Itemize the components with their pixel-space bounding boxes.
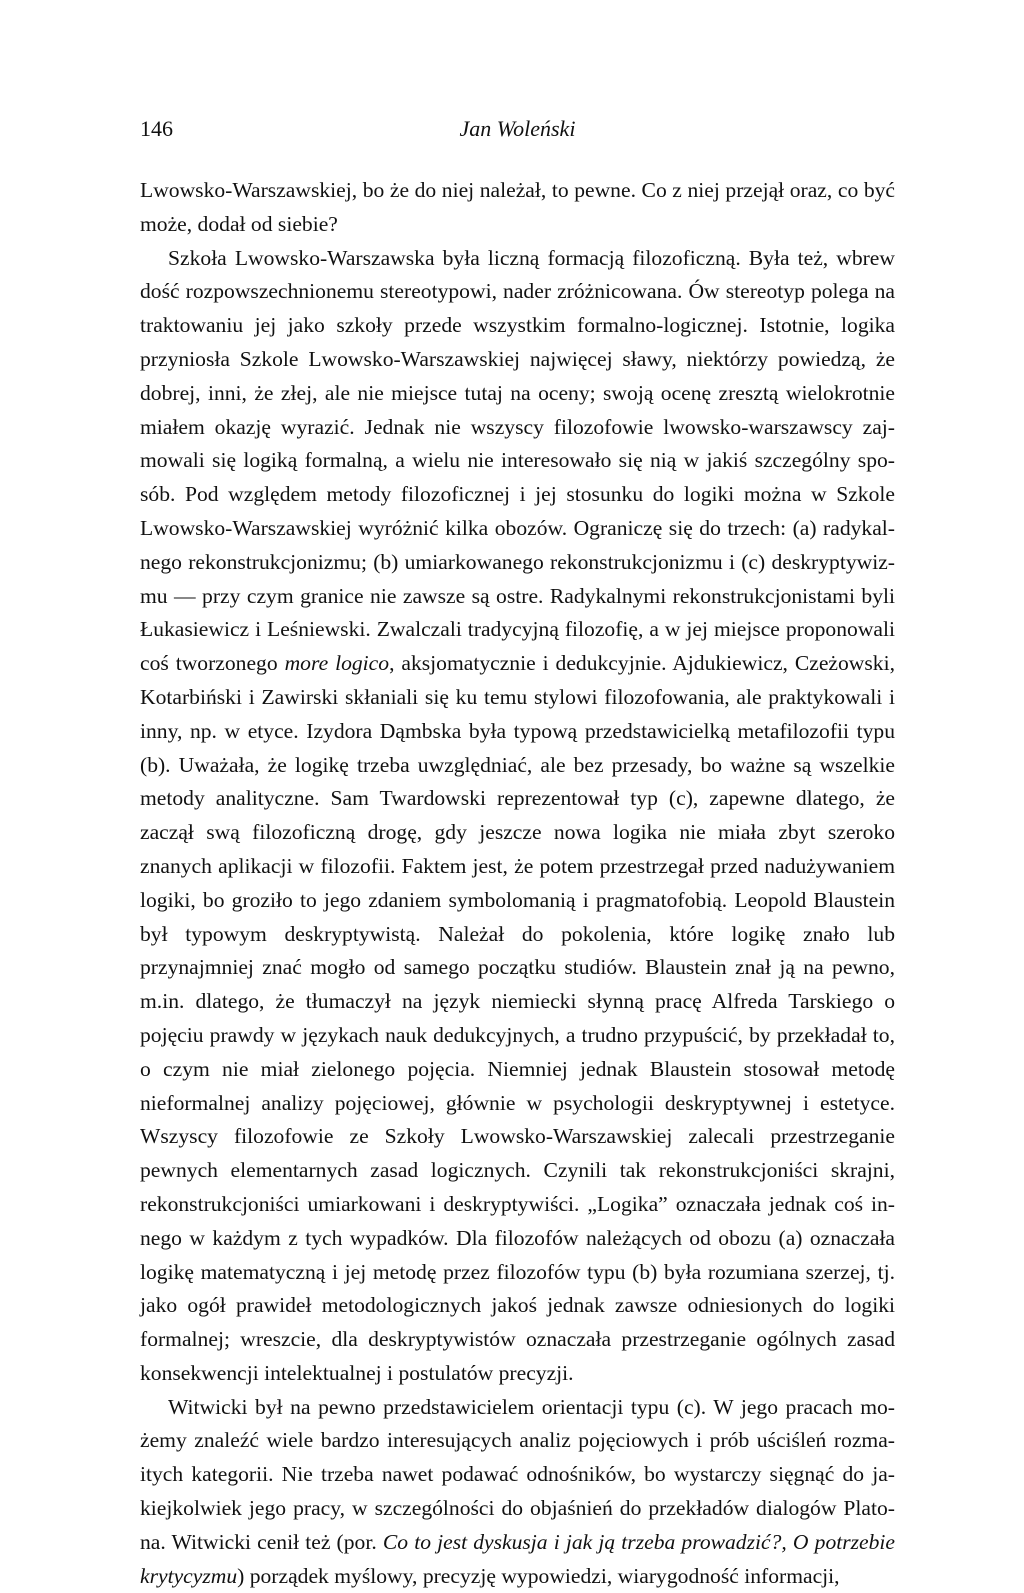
paragraph-text-continued: , aksjomatycznie i dedukcyjnie. Ajdukiewicz, Czeżowski, Kotarbiński i Zawirski skłaniali się ku temu stylowi filozofowania, ale praktykowali i inny, np. w etyce. Izydora Dąmbska była typową przedstawicielką metafilozofii typu (b). Uważała, że logikę trzeba uwzględniać, ale bez przesady, bo ważne są wszelkie metody analityczne. Sam Twardowski reprezentował typ (c), zapewne dlatego, że zaczął swą filozoficzną drogę, gdy jeszcze nowa logika nie miała zbyt szeroko znanych aplikacji w filozofii. Faktem jest, że potem przestrzegał przed nadużywaniem logiki, bo groziło to jego zdaniem symbolomanią i pragmatofobią. Leopold Blaustein był typowym deskryptywistą. Należał do pokolenia, które logikę znało lub przynajmniej znać mogło od samego początku studiów. Blaustein znał ją na pewno, m.in. dlatego, że tłumaczył na język niemiecki słynną pracę Alfreda Tarskiego o pojęciu prawdy w językach nauk dedukcyjnych, a trudno przypuścić, by przekładał to, o czym nie miał zielonego pojęcia. Niemniej jednak Blaustein stosował metodę nieformalnej analizy pojęciowej, głównie w psychologii deskryptywnej i estetyce. Wszyscy filozofowie ze Szkoły Lwowsko-Warszawskiej zalecali przestrzeganie pewnych elementarnych zasad logicznych. Czynili tak rekonstrukcjoniści skrajni, rekonstrukcjoniści umiarkowani i deskryptywiści. „Logika” oznaczała jednak coś innego w każdym z tych wypadków. Dla filozofów należących od obozu (a) oznaczała logikę matematyczną i jej metodę przez filozofów typu (b) była rozumiana szerzej, tj. jako ogół prawideł metodologicznych jakoś jednak zawsze odniesionych do logiki formalnej; wreszcie, dla deskryptywistów oznaczała przestrzeganie ogólnych zasad konsekwencji intelektualnej i postulatów precyzji. [140,651,896,1385]
paragraph-lwow-warsaw-school [140,242,895,1391]
paragraph-witwicki [140,1391,895,1593]
paragraph-text: Lwowsko-Warszawskiej, bo że do niej należał, to pewne. Co z niej przejął oraz, co być może, dodał od siebie? [140,178,895,236]
paragraph-continuation [140,174,895,242]
running-head [140,116,895,150]
italic-titles: Co to jest dyskusja i jak ją trzeba prowadzić?, O potrzebie krytycyzmu [140,1529,896,1588]
running-title-author: Jan Woleński [459,116,576,141]
paragraph-text: Witwicki był na pewno przedstawicielem orientacji typu (c). W jego pracach możemy znaleźć wiele bardzo interesujących analiz pojęciowych i prób uściśleń rozmaitych kategorii. Nie trzeba nawet podawać odnośników, bo wystarczy sięgnąć do jakiejkolwiek jego pracy, w szczególności do objaśnień do przekładów dialogów Platona. Witwicki cenił też (por. [140,1394,895,1554]
page-number: 146 [140,116,173,141]
paragraph-text-continued: ) porządek myślowy, precyzję wypowiedzi, wiarygodność informacji, [237,1563,840,1588]
body-text [140,174,895,1593]
paragraph-text: Szkoła Lwowsko-Warszawska była liczną formacją filozoficzną. Była też, wbrew dość rozpowszechnionemu stereotypowi, nader zróżnicowana. Ów stereotyp polega na traktowaniu jej jako szkoły przede wszystkim formalno-logicznej. Istotnie, logika przyniosła Szkole Lwowsko-Warszawskiej najwięcej sławy, niektórzy powiedzą, że dobrej, inni, że złej, ale nie miejsce tutaj na oceny; swoją ocenę zresztą wielokrotnie miałem okazję wyrazić. Jednak nie wszyscy filozofowie lwowsko-warszawscy zajmowali się logiką formalną, a wielu nie interesowało się nią w jakiś szczególny sposób. Pod względem metody filozoficznej i jej stosunku do logiki można w Szkole Lwowsko-Warszawskiej wyróżnić kilka obozów. Ograniczę się do trzech: (a) radykalnego rekonstrukcjonizmu; (b) umiarkowanego rekonstrukcjonizmu i (c) deskryptywizmu — przy czym granice nie zawsze są ostre. Radykalnymi rekonstrukcjonistami byli Łukasiewicz i Leśniewski. Zwalczali tradycyjną filozofię, a w jej miejsce proponowali coś tworzonego [140,245,895,676]
italic-phrase: more logico [284,651,390,676]
